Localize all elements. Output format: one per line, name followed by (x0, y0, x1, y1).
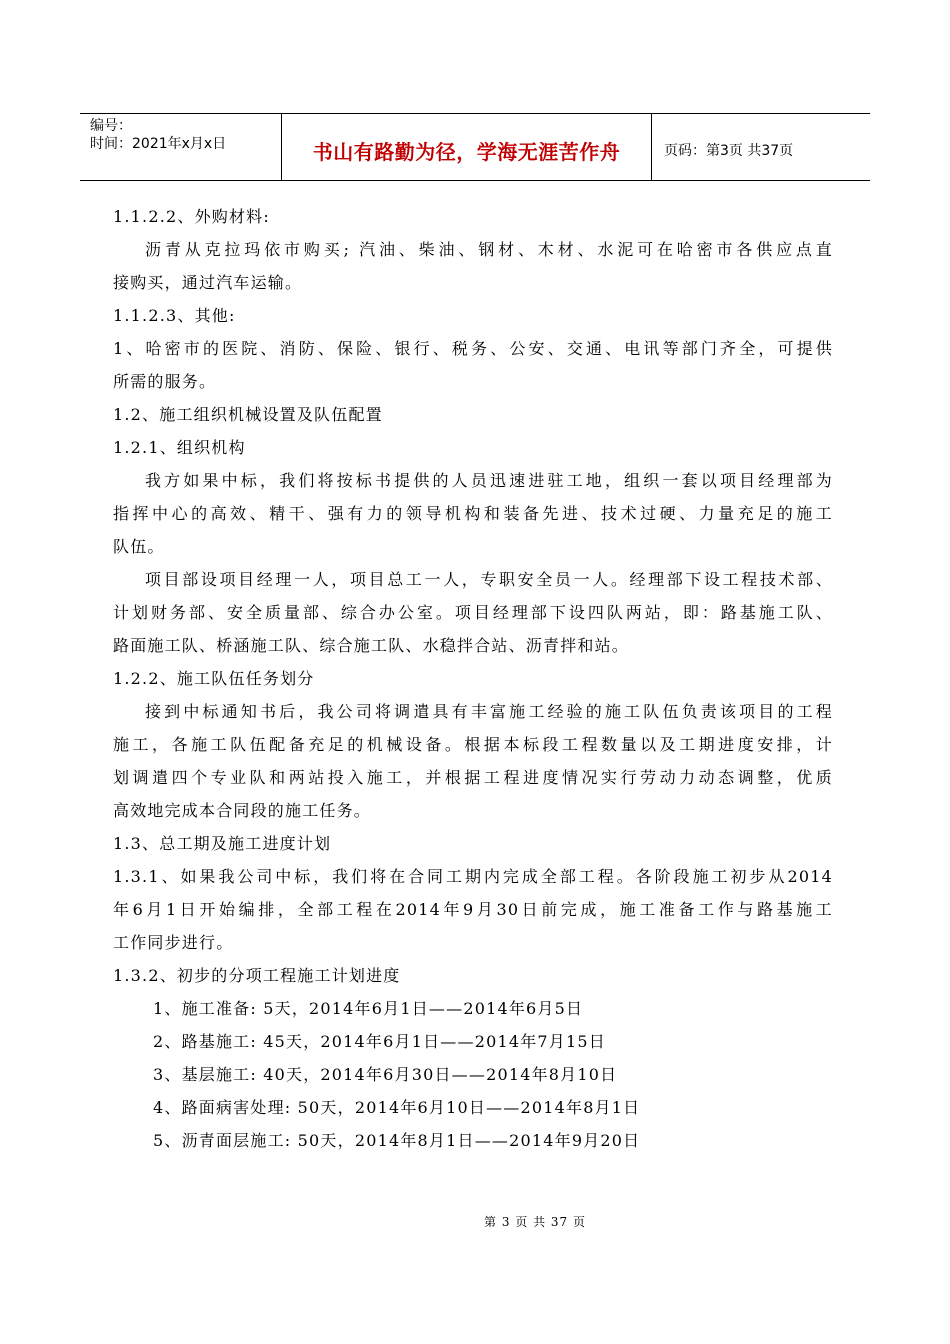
header-meta (80, 114, 282, 180)
header-page-info: 页码：第3页 共37页 (664, 143, 794, 159)
section-heading: 1.2、施工组织机械设置及队伍配置 (113, 405, 383, 424)
section-heading: 1.2.2、施工队伍任务划分 (113, 669, 315, 688)
paragraph-line: 工作同步进行。 (113, 933, 234, 952)
paragraph-line: 计划财务部、安全质量部、综合办公室。项目经理部下设四队两站，即：路基施工队、 (113, 603, 833, 622)
section-heading: 1.1.2.2、外购材料: (113, 207, 270, 226)
paragraph-line: 沥青从克拉玛依市购买; 汽油、柴油、钢材、木材、水泥可在哈密市各供应点直 (145, 240, 833, 259)
paragraph-line: 接购买，通过汽车运输。 (113, 273, 303, 292)
paragraph-line: 路面施工队、桥涵施工队、综合施工队、水稳拌合站、沥青拌和站。 (113, 636, 630, 655)
section-heading: 1.3.2、初步的分项工程施工计划进度 (113, 966, 401, 985)
section-heading: 1.3、总工期及施工进度计划 (113, 834, 332, 853)
paragraph-line: 队伍。 (113, 537, 165, 556)
paragraph-line: 指挥中心的高效、精干、强有力的领导机构和装备先进、技术过硬、力量充足的施工 (113, 504, 833, 523)
paragraph-line: 高效地完成本合同段的施工任务。 (113, 801, 372, 820)
page-footer: 第 3 页 共 37 页 (484, 1215, 586, 1229)
paragraph-line: 施工，各施工队伍配备充足的机械设备。根据本标段工程数量以及工期进度安排，计 (113, 735, 833, 754)
paragraph-line: 1、哈密市的医院、消防、保险、银行、税务、公安、交通、电讯等部门齐全，可提供 (113, 339, 833, 358)
document-header (80, 113, 870, 181)
section-heading: 1.1.2.3、其他: (113, 306, 236, 325)
header-motto: 书山有路勤为径，学海无涯苦作舟 (282, 114, 652, 180)
document-number-label: 编号： (90, 118, 132, 134)
document-time: 时间：2021年x月x日 (90, 136, 227, 152)
paragraph-line: 所需的服务。 (113, 372, 217, 391)
section-heading: 1.2.1、组织机构 (113, 438, 246, 457)
paragraph-line: 项目部设项目经理一人，项目总工一人，专职安全员一人。经理部下设工程技术部、 (145, 570, 833, 589)
paragraph-line: 我方如果中标，我们将按标书提供的人员迅速进驻工地，组织一套以项目经理部为 (145, 471, 833, 490)
schedule-item: 5、沥青面层施工: 50天，2014年8月1日——2014年9月20日 (153, 1131, 641, 1150)
schedule-item: 4、路面病害处理: 50天，2014年6月10日——2014年8月1日 (153, 1098, 641, 1117)
schedule-item: 1、施工准备: 5天，2014年6月1日——2014年6月5日 (153, 999, 584, 1018)
paragraph-line: 年6月1日开始编排，全部工程在2014年9月30日前完成，施工准备工作与路基施工 (113, 900, 833, 919)
schedule-item: 2、路基施工: 45天，2014年6月1日——2014年7月15日 (153, 1032, 606, 1051)
paragraph-line: 接到中标通知书后，我公司将调遣具有丰富施工经验的施工队伍负责该项目的工程 (145, 702, 833, 721)
paragraph-line: 划调遣四个专业队和两站投入施工，并根据工程进度情况实行劳动力动态调整，优质 (113, 768, 833, 787)
schedule-item: 3、基层施工: 40天，2014年6月30日——2014年8月10日 (153, 1065, 618, 1084)
paragraph-line: 1.3.1、如果我公司中标，我们将在合同工期内完成全部工程。各阶段施工初步从2014 (113, 867, 833, 886)
document-body (113, 200, 833, 1157)
